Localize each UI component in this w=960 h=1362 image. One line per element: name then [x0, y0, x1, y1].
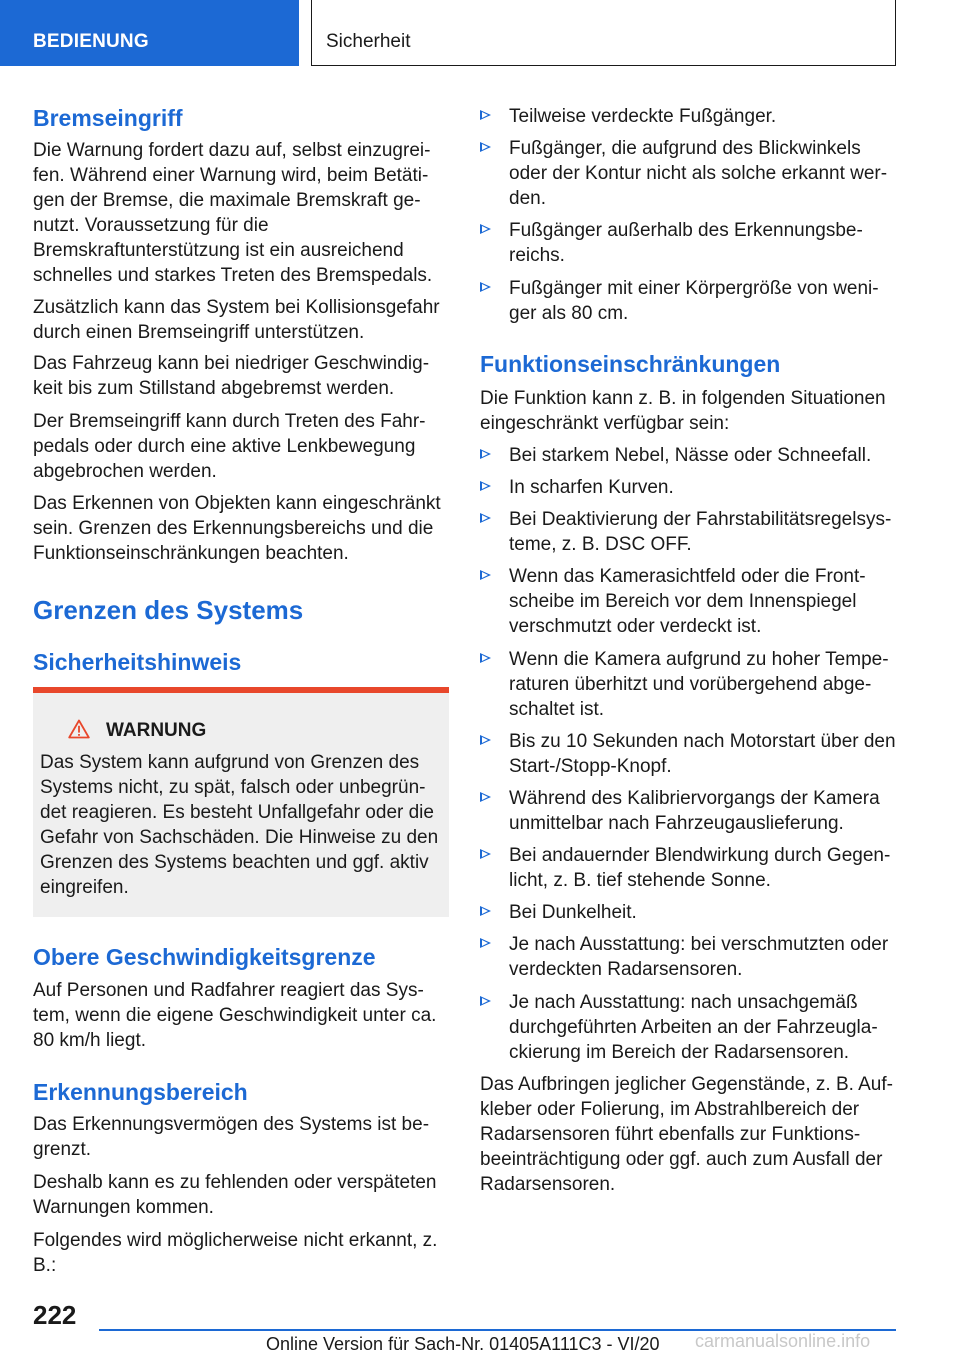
- list-item: [480, 507, 896, 557]
- triangle-bullet-icon: [480, 282, 491, 292]
- list-item-text: Fußgänger mit einer Körpergröße von weniger als 80 cm.: [509, 278, 879, 324]
- triangle-bullet-icon: [480, 481, 491, 491]
- list-item: [480, 218, 896, 268]
- paragraph: Das Erkennungsvermögen des Systems ist begrenzt.: [33, 1114, 430, 1160]
- warning-triangle-icon: [68, 719, 90, 739]
- heading-bremseingriff: Bremseingriff: [33, 105, 183, 131]
- list-item: [480, 136, 896, 211]
- list-item: [480, 564, 896, 639]
- heading-erkennungsbereich: Erkennungsbereich: [33, 1079, 248, 1105]
- list-item-text: Bei starkem Nebel, Nässe oder Schneefall.: [509, 445, 872, 466]
- triangle-bullet-icon: [480, 792, 491, 802]
- watermark: carmanualsonline.info: [695, 1331, 871, 1351]
- paragraph: Das Fahrzeug kann bei niedriger Geschwindigkeit bis zum Stillstand abgebremst werden.: [33, 353, 430, 399]
- header-chapter-label: Sicherheit: [326, 31, 411, 52]
- warning-label: WARNUNG: [106, 720, 207, 741]
- list-item-text: Je nach Ausstattung: bei verschmutzten oder verdeckten Radarsensoren.: [509, 934, 889, 980]
- list-item: [480, 900, 896, 925]
- list-item-text: Bis zu 10 Sekunden nach Motorstart über den Start-/Stopp-Knopf.: [509, 731, 896, 777]
- triangle-bullet-icon: [480, 110, 491, 120]
- paragraph: Deshalb kann es zu fehlenden oder verspäteten Warnungen kommen.: [33, 1172, 437, 1218]
- footer-version: Online Version für Sach-Nr. 01405A111C3 - VI/20: [266, 1334, 660, 1354]
- warning-text: Das System kann aufgrund von Grenzen des Systems nicht, zu spät, falsch oder unbegründet reagieren. Es besteht Unfallgefahr oder die Gefahr von Sachschäden. Die Hinweise zu den Grenzen des Systems beachten und ggf. aktiv eingreifen.: [40, 752, 439, 898]
- triangle-bullet-icon: [480, 938, 491, 948]
- triangle-bullet-icon: [480, 224, 491, 234]
- list-item-text: Bei Deaktivierung der Fahrstabilitätsregelsysteme, z. B. DSC OFF.: [509, 509, 892, 555]
- paragraph: Der Bremseingriff kann durch Treten des Fahrpedals oder durch eine aktive Lenkbewegung abgebrochen werden.: [33, 411, 426, 482]
- list-item: [480, 475, 896, 500]
- header-section-tab: [0, 0, 299, 66]
- triangle-bullet-icon: [480, 735, 491, 745]
- heading-funktionseinschraenkungen: Funktionseinschränkungen: [480, 351, 781, 377]
- page-number: 222: [33, 1300, 77, 1330]
- list-item: [480, 786, 896, 836]
- list-item-text: In scharfen Kurven.: [509, 477, 674, 498]
- paragraph: Das Erkennen von Objekten kann eingeschränkt sein. Grenzen des Erkennungsbereichs und die Funktionseinschränkungen beachten.: [33, 493, 441, 564]
- paragraph: Die Funktion kann z. B. in folgenden Situationen eingeschränkt verfügbar sein:: [480, 388, 886, 434]
- list-item: [480, 729, 896, 779]
- heading-sicherheitshinweis: Sicherheitshinweis: [33, 649, 242, 675]
- list-item: [480, 647, 896, 722]
- triangle-bullet-icon: [480, 449, 491, 459]
- triangle-bullet-icon: [480, 653, 491, 663]
- list-item-text: Während des Kalibriervorgangs der Kamera unmittelbar nach Fahrzeugauslieferung.: [509, 788, 880, 834]
- list-item-text: Wenn das Kamerasichtfeld oder die Frontscheibe im Bereich vor dem Innenspiegel verschmutzt oder verdeckt ist.: [509, 566, 866, 637]
- list-item: [480, 843, 896, 893]
- triangle-bullet-icon: [480, 142, 491, 152]
- paragraph: Das Aufbringen jeglicher Gegenstände, z. B. Aufkleber oder Folierung, im Abstrahlbereich der Radarsensoren führt ebenfalls zur Funktionsbeeinträchtigung oder ggf. auch zum Ausfall der Radarsensoren.: [480, 1074, 893, 1195]
- list-item-text: Je nach Ausstattung: nach unsachgemäß durchgeführten Arbeiten an der Fahrzeuglackierung im Bereich der Radarsensoren.: [509, 992, 878, 1063]
- warning-box: [33, 687, 449, 917]
- list-item-text: Fußgänger außerhalb des Erkennungsbereichs.: [509, 220, 863, 266]
- paragraph: Zusätzlich kann das System bei Kollisionsgefahr durch einen Bremseingriff unterstützen.: [33, 297, 440, 343]
- heading-grenzen-des-systems: Grenzen des Systems: [33, 595, 304, 625]
- list-item: [480, 104, 896, 129]
- triangle-bullet-icon: [480, 849, 491, 859]
- list-item-text: Teilweise verdeckte Fußgänger.: [509, 106, 777, 127]
- header-section-label: BEDIENUNG: [33, 31, 149, 52]
- list-item-text: Wenn die Kamera aufgrund zu hoher Temperaturen überhitzt und vorübergehend abgeschaltet ist.: [509, 649, 889, 720]
- paragraph: Folgendes wird möglicherweise nicht erkannt, z. B.:: [33, 1230, 438, 1276]
- list-item-text: Bei andauernder Blendwirkung durch Gegenlicht, z. B. tief stehende Sonne.: [509, 845, 891, 891]
- header-chapter-box: [311, 0, 896, 66]
- list-item: [480, 932, 896, 982]
- triangle-bullet-icon: [480, 906, 491, 916]
- list-item: [480, 990, 896, 1065]
- warning-header: [33, 719, 449, 743]
- triangle-bullet-icon: [480, 996, 491, 1006]
- list-item-text: Fußgänger, die aufgrund des Blickwinkels oder der Kontur nicht als solche erkannt werden.: [509, 138, 888, 209]
- list-item-text: Bei Dunkelheit.: [509, 902, 637, 923]
- heading-obere-geschwindigkeitsgrenze: Obere Geschwindigkeitsgrenze: [33, 944, 376, 970]
- triangle-bullet-icon: [480, 570, 491, 580]
- triangle-bullet-icon: [480, 513, 491, 523]
- list-item: [480, 443, 896, 468]
- list-item: [480, 276, 896, 326]
- paragraph: Die Warnung fordert dazu auf, selbst einzugreifen. Während einer Warnung wird, beim Betätigen der Bremse, die maximale Bremskraft genutzt. Voraussetzung für die Bremskraftunterstützung ist ein ausreichend schnelles und starkes Treten des Bremspedals.: [33, 140, 433, 286]
- paragraph: Auf Personen und Radfahrer reagiert das System, wenn die eigene Geschwindigkeit unter ca. 80 km/h liegt.: [33, 980, 437, 1051]
